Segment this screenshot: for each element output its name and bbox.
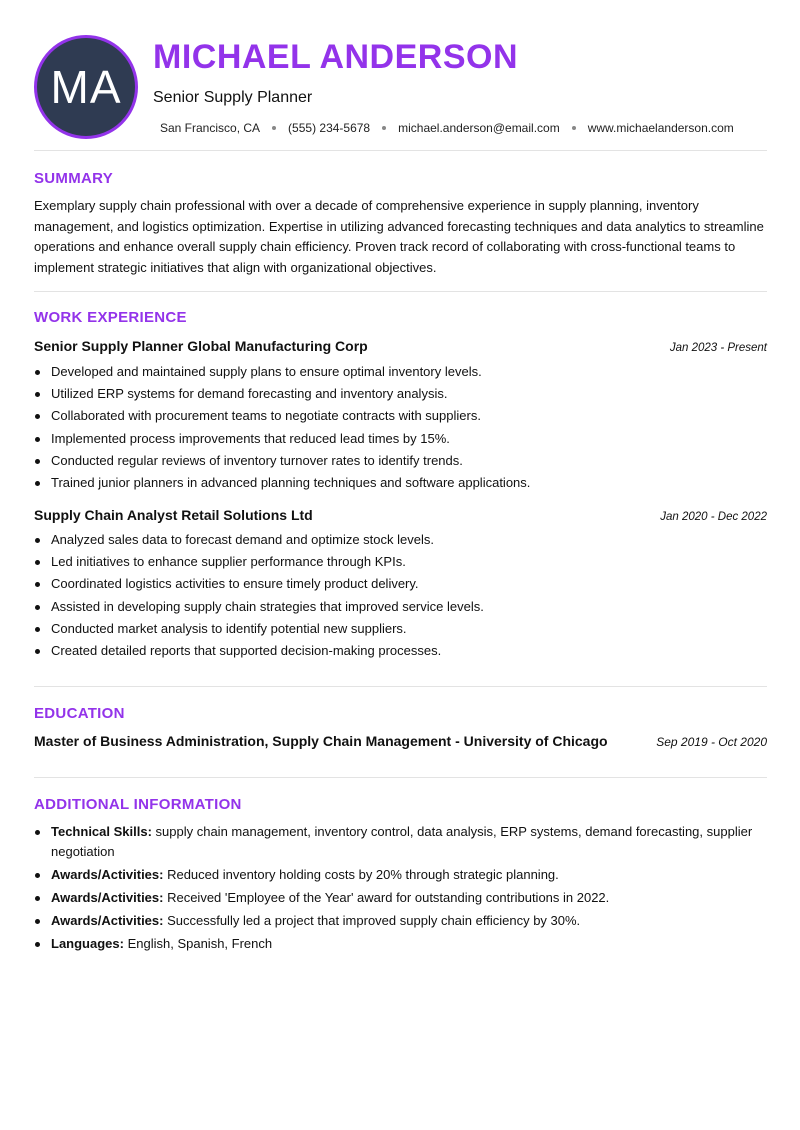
contact-email[interactable]: michael.anderson@email.com [398,121,560,135]
avatar [34,35,138,139]
list-item: Conducted market analysis to identify potential new suppliers. [51,618,767,640]
separator-dot [272,126,276,130]
contact-phone: (555) 234-5678 [288,121,371,135]
additional-info-list [51,822,767,957]
info-text: supply chain management, inventory control, data analysis, ERP systems, demand forecasting, supplier negotiation [51,824,753,859]
job-date: Jan 2023 - Present [669,342,767,354]
info-text: English, Spanish, French [123,935,273,951]
divider [34,150,767,151]
list-item: Implemented process improvements that reduced lead times by 15%. [51,428,767,450]
job-role: Supply Chain Analyst Retail Solutions Ltd [34,507,313,523]
info-label: Awards/Activities: [51,889,164,905]
list-item [51,822,767,861]
contact-bar [160,121,734,135]
education-date: Sep 2019 - Oct 2020 [656,735,767,749]
info-text: Reduced inventory holding costs by 20% through strategic planning. [163,866,559,882]
info-text: Received 'Employee of the Year' award for outstanding contributions in 2022. [163,889,610,905]
avatar-initials: MA [50,61,122,113]
list-item: Coordinated logistics activities to ensure timely product delivery. [51,573,767,595]
degree: Master of Business Administration, Supply Chain Management - University of Chicago [34,733,608,749]
info-text: Successfully led a project that improved supply chain efficiency by 30%. [163,912,581,928]
job-title: Senior Supply Planner [153,89,313,106]
info-label: Awards/Activities: [51,866,164,882]
candidate-name: MICHAEL ANDERSON [153,38,519,76]
job-bullets [51,529,767,662]
info-label: Awards/Activities: [51,912,164,928]
section-title-additional: ADDITIONAL INFORMATION [34,796,242,813]
separator-dot [572,126,576,130]
list-item [51,911,767,931]
list-item: Trained junior planners in advanced planning techniques and software applications. [51,472,767,494]
list-item: Collaborated with procurement teams to negotiate contracts with suppliers. [51,405,767,427]
list-item: Utilized ERP systems for demand forecasting and inventory analysis. [51,383,767,405]
list-item [51,865,767,885]
contact-location: San Francisco, CA [160,121,261,135]
list-item [51,934,767,954]
list-item: Analyzed sales data to forecast demand and optimize stock levels. [51,529,767,551]
separator-dot [382,126,386,130]
job-header [34,507,767,523]
summary-text: Exemplary supply chain professional with over a decade of comprehensive experience in supply planning, inventory management, and logistics optimization. Expertise in utilizing advanced forecasting techniques and data analytics to streamline operations and enhance overall supply chain efficiency. Proven track record of collaborating with cross-functional teams to implement strategic initiatives that align with organizational objectives. [34,198,764,275]
contact-website[interactable]: www.michaelanderson.com [587,121,734,135]
section-title-education: EDUCATION [34,705,125,722]
job-header [34,338,767,354]
section-title-experience: WORK EXPERIENCE [34,309,187,326]
divider [34,291,767,292]
list-item [51,888,767,908]
divider [34,686,767,687]
list-item: Conducted regular reviews of inventory turnover rates to identify trends. [51,450,767,472]
list-item: Created detailed reports that supported decision-making processes. [51,640,767,662]
list-item: Developed and maintained supply plans to ensure optimal inventory levels. [51,361,767,383]
job-role: Senior Supply Planner Global Manufacturing Corp [34,338,368,354]
job-date: Jan 2020 - Dec 2022 [660,511,767,523]
info-label: Languages: [51,935,124,951]
divider [34,777,767,778]
section-title-summary: SUMMARY [34,170,114,187]
list-item: Assisted in developing supply chain strategies that improved service levels. [51,596,767,618]
education-entry [34,733,767,749]
list-item: Led initiatives to enhance supplier performance through KPIs. [51,551,767,573]
info-label: Technical Skills: [51,824,152,839]
job-bullets [51,361,767,494]
